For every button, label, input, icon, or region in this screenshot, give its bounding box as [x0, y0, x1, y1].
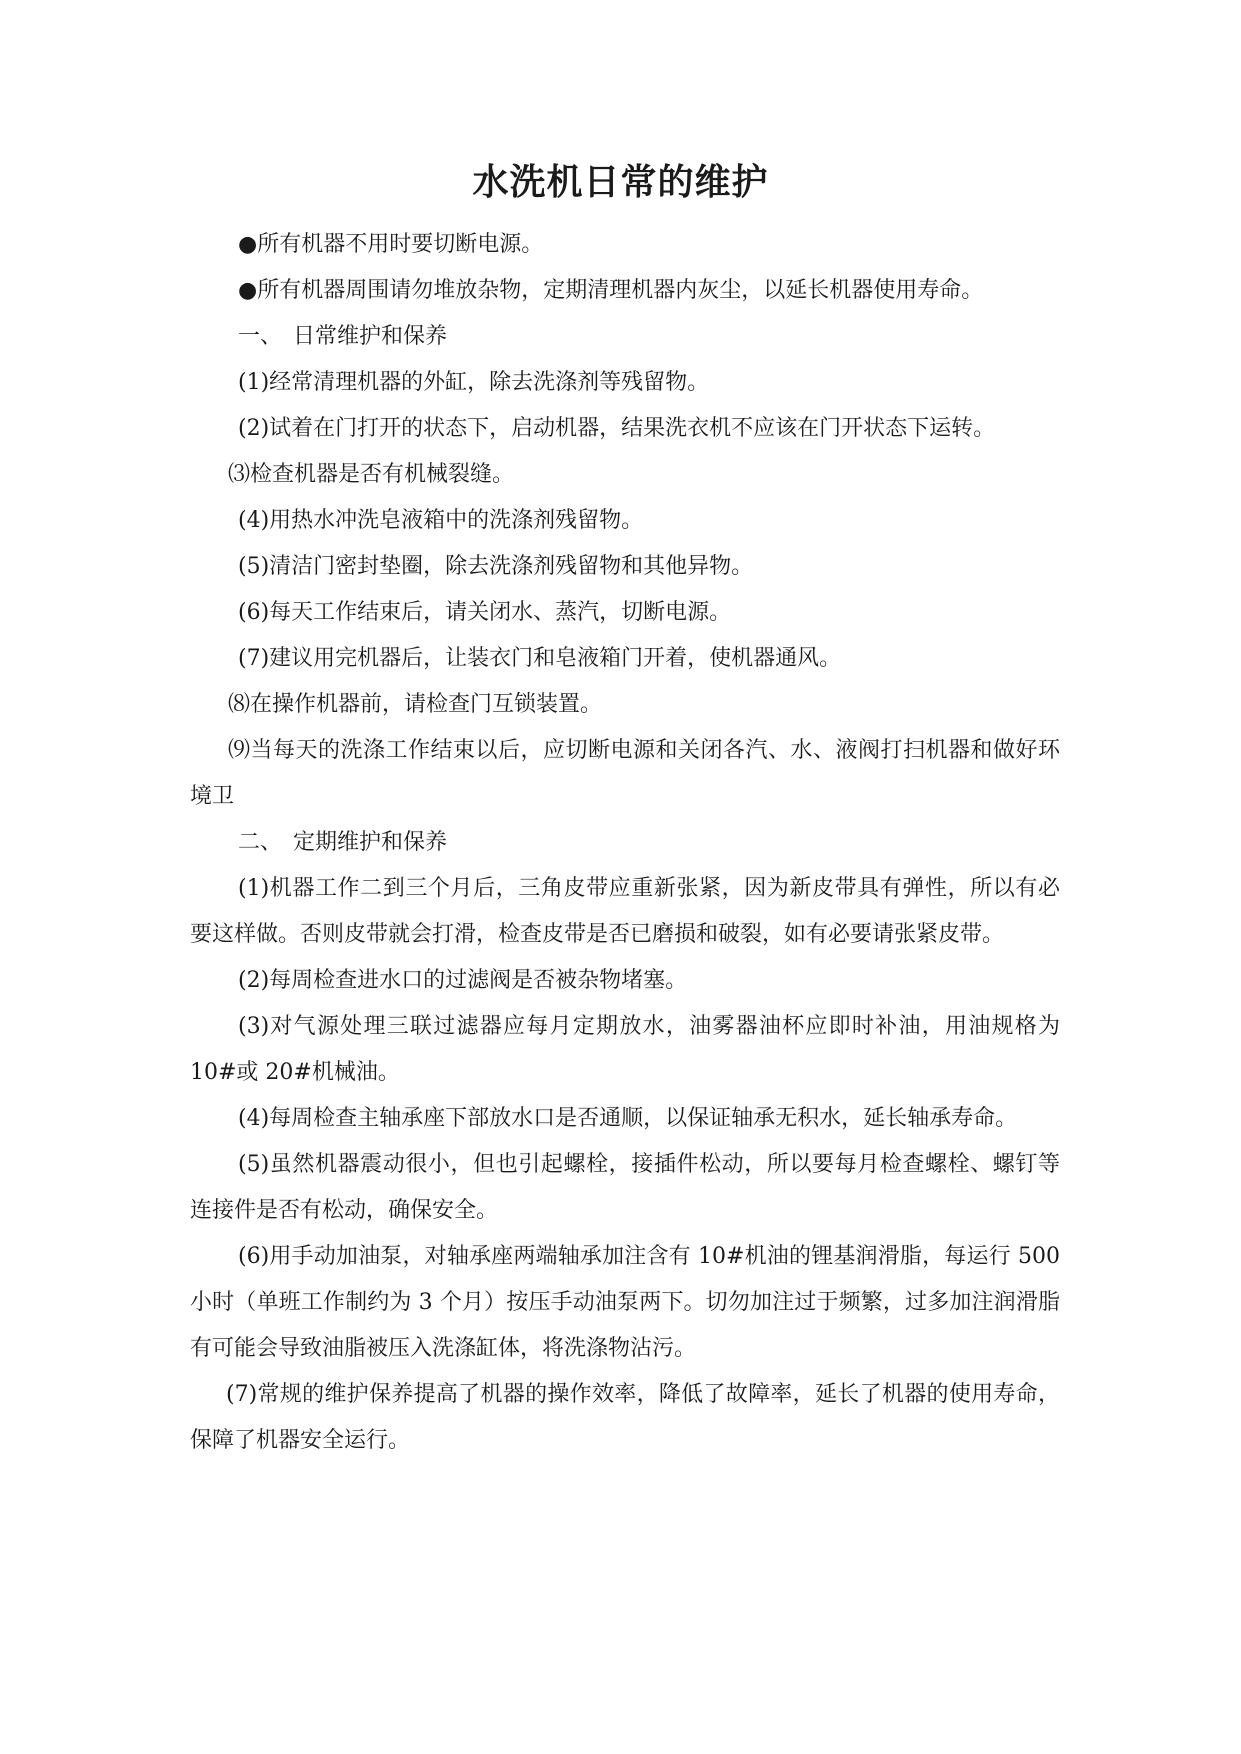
paragraph-daily-9: ⑼当每天的洗涤工作结束以后，应切断电源和关闭各汽、水、液阀打扫机器和做好环境卫: [190, 738, 1060, 809]
paragraph-daily-4: (4)用热水冲洗皂液箱中的洗涤剂残留物。: [238, 508, 644, 533]
paragraph-periodic-1: (1)机器工作二到三个月后，三角皮带应重新张紧，因为新皮带具有弹性，所以有必要这样做。否则皮带就会打滑，检查皮带是否已磨损和破裂，如有必要请张紧皮带。: [190, 876, 1060, 947]
paragraph-daily-2: (2)试着在门打开的状态下，启动机器，结果洗衣机不应该在门开状态下运转。: [238, 416, 996, 441]
paragraph-periodic-7: (7)常规的维护保养提高了机器的操作效率，降低了故障率，延长了机器的使用寿命，保障了机器安全运行。: [190, 1382, 1060, 1453]
section-heading-periodic: 二、 定期维护和保养: [238, 830, 448, 855]
paragraph-periodic-5: (5)虽然机器震动很小，但也引起螺栓，接插件松动，所以要每月检查螺栓、螺钉等连接件是否有松动，确保安全。: [190, 1152, 1060, 1223]
paragraph-periodic-4: (4)每周检查主轴承座下部放水口是否通顺，以保证轴承无积水，延长轴承寿命。: [238, 1106, 1018, 1131]
paragraph-power-off: ●所有机器不用时要切断电源。: [238, 232, 544, 257]
paragraph-daily-5: (5)清洁门密封垫圈，除去洗涤剂残留物和其他异物。: [238, 554, 754, 579]
document-title: 水洗机日常的维护: [472, 161, 769, 203]
paragraph-periodic-6: (6)用手动加油泵，对轴承座两端轴承加注含有 10#机油的锂基润滑脂，每运行 500 小时（单班工作制约为 3 个月）按压手动油泵两下。切勿加注过于频繁，过多加注润滑脂有可能会导致油脂被压入洗涤缸体，将洗涤物沾污。: [190, 1244, 1060, 1361]
paragraph-daily-1: (1)经常清理机器的外缸，除去洗涤剂等残留物。: [238, 370, 710, 395]
paragraph-daily-8: ⑻在操作机器前，请检查门互锁装置。: [228, 692, 603, 717]
paragraph-periodic-3: (3)对气源处理三联过滤器应每月定期放水，油雾器油杯应即时补油，用油规格为 10#或 20#机械油。: [190, 1014, 1060, 1085]
paragraph-daily-6: (6)每天工作结束后，请关闭水、蒸汽，切断电源。: [238, 600, 732, 625]
document-body: [190, 222, 1060, 1464]
paragraph-clutter: ●所有机器周围请勿堆放杂物，定期清理机器内灰尘，以延长机器使用寿命。: [238, 278, 984, 303]
section-heading-daily: 一、 日常维护和保养: [238, 324, 448, 349]
paragraph-daily-7: (7)建议用完机器后，让装衣门和皂液箱门开着，使机器通风。: [238, 646, 842, 671]
paragraph-daily-3: ⑶检查机器是否有机械裂缝。: [228, 462, 515, 487]
paragraph-periodic-2: (2)每周检查进水口的过滤阀是否被杂物堵塞。: [238, 968, 688, 993]
